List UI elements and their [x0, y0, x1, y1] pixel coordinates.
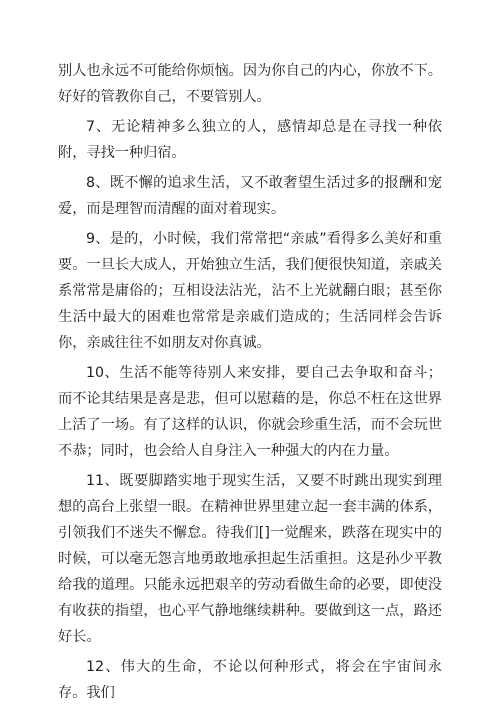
paragraph-9: 9、是的，小时候，我们常常把“亲戚”看得多么美好和重要。一旦长大成人，开始独立生活，我们便很快知道，亲戚关系常常是庸俗的；互相设法沾光，沾不上光就翻白眼；甚至你生活中最大的困难也常常是亲戚们造成的；生活同样会告诉你，亲戚往往不如朋友对你真诚。 — [58, 231, 442, 351]
paragraph-11: 11、既要脚踏实地于现实生活，又要不时跳出现实到理想的高台上张望一眼。在精神世界里建立起一套丰满的体系，引领我们不迷失不懈怠。待我们[]一觉醒来，跌落在现实中的时候，可以毫无怨言地勇敢地承担起生活重担。这是孙少平教给我的道理。只能永远把艰辛的劳动看做生命的必要，即使没有收获的指望，也心平气静地继续耕种。要做到这一点，路还好长。 — [58, 473, 442, 645]
paragraph-8: 8、既不懈的追求生活，又不敢奢望生活过多的报酬和宠爱，而是理智而清醒的面对着现实。 — [58, 175, 442, 217]
paragraph-10: 10、生活不能等待别人来安排，要自己去争取和奋斗；而不论其结果是喜是悲，但可以慰藉的是，你总不枉在这世界上活了一场。有了这样的认识，你就会珍重生活，而不会玩世不恭；同时，也会给人自身注入一种强大的内在力量。 — [58, 365, 442, 459]
paragraph-continued: 别人也永远不可能给你烦恼。因为你自己的内心，你放不下。好好的管教你自己，不要管别人。 — [58, 63, 442, 105]
document-body — [58, 58, 442, 710]
paragraph-7: 7、无论精神多么独立的人，感情却总是在寻找一种依附，寻找一种归宿。 — [58, 119, 442, 161]
paragraph-12: 12、伟大的生命，不论以何种形式，将会在宇宙间永存。我们 — [58, 659, 442, 701]
